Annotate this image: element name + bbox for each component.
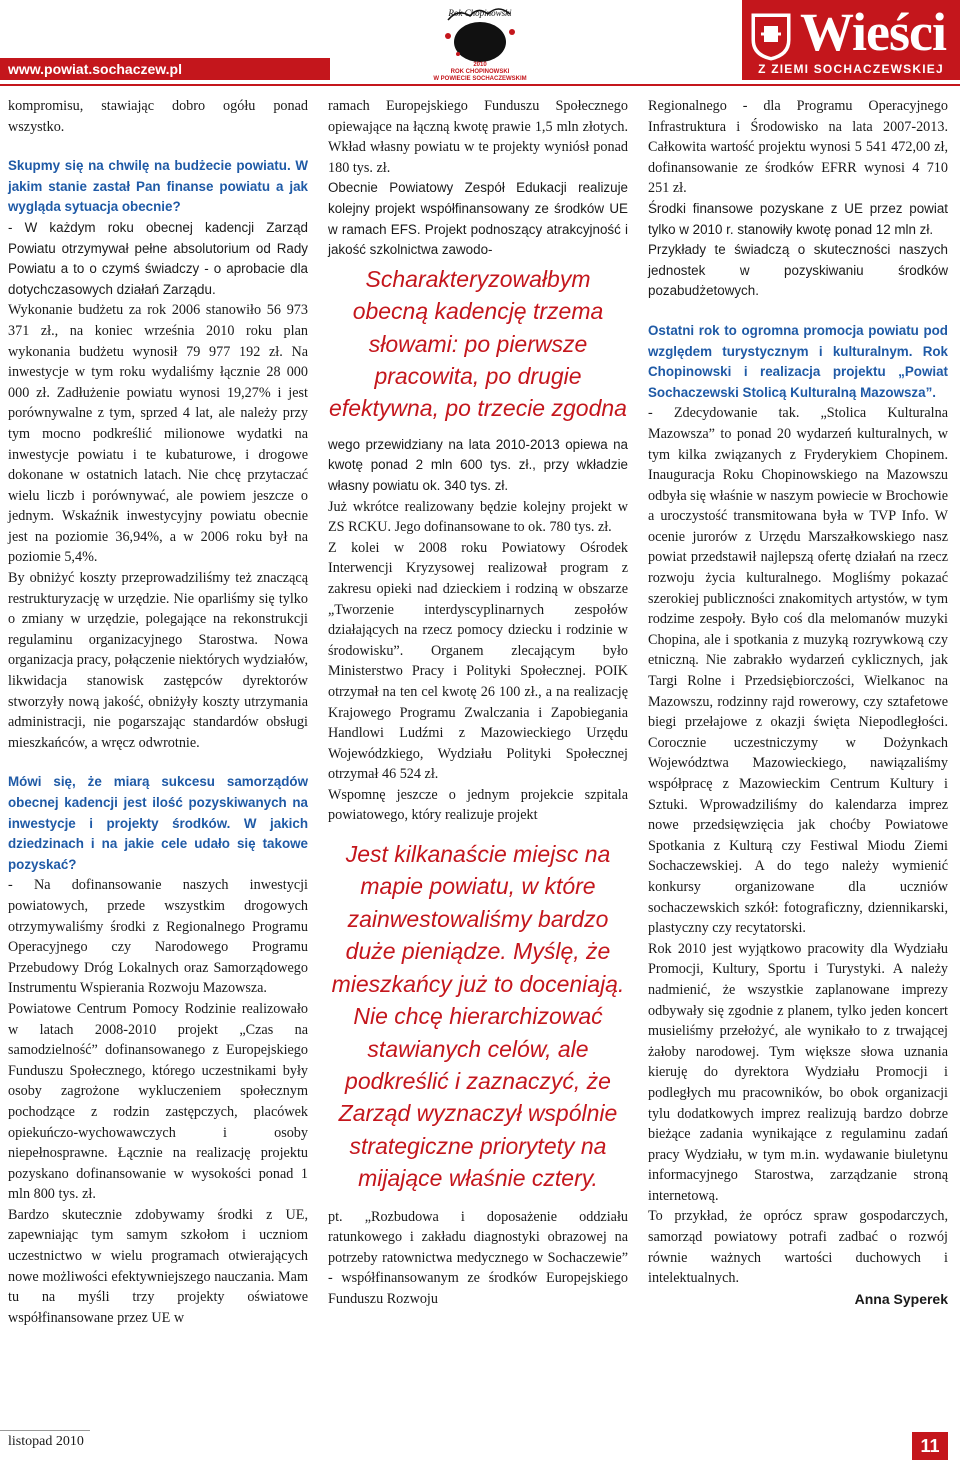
author-signature: Anna Syperek (854, 1290, 948, 1307)
header-divider (0, 84, 960, 86)
paragraph: To przykład, że oprócz spraw gospodarczych, samorząd powiatowy potrafi zadbać o rozwój równie ważnych wartości duchowych i intelektualnych. (648, 1208, 948, 1287)
paragraph: Przykłady te świadczą o skuteczności naszych jednostek w pozyskiwaniu środków pozabudżetowych. (648, 242, 948, 299)
paragraph: kompromisu, stawiając dobro ogółu ponad wszystko. (8, 98, 308, 135)
pull-quote: Scharakteryzowałbym obecną kadencję trzema słowami: po pierwsze pracowita, po drugie efektywna, po trzecie zgodna (329, 265, 627, 422)
masthead-title: Wieści (800, 2, 946, 62)
footer-divider (0, 1430, 90, 1431)
paragraph: Bardzo skutecznie zdobywamy środki z UE, zapewniając tym samym szkołom i uczniom uczestnictwo w wielu programach otwierających nowe możliwości efektywniejszego nauczania. Mam tu na myśli trzy projekty oświatowe współfinansowane przez UE w (8, 1206, 308, 1326)
masthead (742, 0, 960, 80)
paragraph: - Zdecydowanie tak. „Stolica Kulturalna Mazowsza” to ponad 20 wydarzeń kulturalnych, w tym kilka związanych z Fryderykiem Chopinem. Inauguracja Roku Chopinowskiego na Mazowszu odbyła się właśnie w naszym powiecie w Brochowie a uroczystość transmitowana była w TVP Info. W ocenie jurorów z Urzędu Marszałkowskiego nasz powiat przedstawił najlepszą ofertę działań na rzecz rozwoju życia kulturalnego. Mogliśmy pokazać szerokiej publiczności znakomitych artystów, w tym rodzime zespoły. Było coś dla melomanów muzyki Chopina, ale i spotkania z muzyką rozrywkową czy etniczną. Nie zabrakło wydarzeń cyklicznych, jak Targi Rolne i Przedsiębiorczości, Wielkanoc na Mazowszu, rodzinny rajd rowerowy, czy sztafetowe biegi przełajowe z okazji święta Niepodległości. Corocznie uczestniczymy w Dożynkach Województwa Mazowieckiego, nawiązaliśmy współpracę z Mazowieckim Centrum Kultury i Sztuki. Wprowadziliśmy do kalendarza imprez nowe przedsięwzięcia jak choćby Powiatowe Spotkania z Kulturą czy Festiwal Miodu Ziemi Sochaczewskiej. A do tego należy wymienić konkursy organizowane dla uczniów sochaczewskich szkół: fotograficzny, dziennikarski, plastyczny czy recytatorski. (648, 405, 948, 937)
paragraph: Już wkrótce realizowany będzie kolejny projekt w ZS RCKU. Jego dofinansowane to ok. 780 tys. zł. (328, 498, 628, 536)
paragraph: By obniżyć koszty przeprowadziliśmy też znaczącą restrukturyzację w urzędzie. Nie oparliśmy się tylko o zmiany w urzędzie, polegające na rekonstrukcji regulaminu organizacyjnego Starostwa. Nowa organizacja pracy, połączenie niektórych wydziałów, likwidacja stanowisk zastępców dyrektorów stworzyły nową jakość, obniżyły koszty utrzymania administracji, nie pogarszając standardów obsługi mieszkańców, a wręcz odwrotnie. (8, 570, 308, 751)
paragraph: Z kolei w 2008 roku Powiatowy Ośrodek Interwencji Kryzysowej realizował program z zakresu opieki nad dzieckiem i rodziną w obszarze „Tworzenie interdyscyplinarnych zespołów działających na rzecz pomocy dziecku i rodzinie w środowisku”. Organem zlecającym było Ministerstwo Pracy i Polityki Społecznej. POIK otrzymał na ten cel kwotę 26 100 zł., a na realizację Krajowego Programu Zwalczania i Zapobiegania Handlowi Ludźmi z Mazowieckiego Urzędu Wojewódzkiego, Wydziału Polityki Społecznej otrzymał 46 524 zł. (328, 539, 628, 783)
logo-caption-line2: W POWIECIE SOCHACZEWSKIM (433, 76, 527, 82)
paragraph: ramach Europejskiego Funduszu Społecznego opiewające na łączną kwotę prawie 1,5 mln złotych. Wkład własny powiatu w te projekty wyniósł ponad 180 tys. zł. (328, 98, 628, 176)
paragraph: Środki finansowe pozyskane z UE przez powiat tylko w 2010 r. stanowiły kwotę ponad 12 mln zł. (648, 200, 948, 237)
paragraph: Powiatowe Centrum Pomocy Rodzinie realizowało w latach 2008-2010 projekt „Czas na samodzielność” dofinansowanego z Europejskiego Funduszu Społecznego, którego uczestnikami były osoby zagrożone wykluczeniem społecznym pochodzące z rodzin zastępczych, placówek opiekuńczo-wychowawczych i osoby niepełnosprawne. Łącznie na realizację projektu pozyskano dofinansowanie w wysokości ponad 1 mln 800 tys. zł. (8, 1000, 308, 1203)
interview-question: Ostatni rok to ogromna promocja powiatu pod względem turystycznym i kulturalnym. Rok Chopinowski i realizacja projektu „Powiat Sochaczewski Stolicą Kulturalną Mazowsza”. (648, 322, 948, 400)
column-middle (328, 96, 628, 1310)
paragraph: Obecnie Powiatowy Zespół Edukacji realizuje kolejny projekt współfinansowany ze środków UE w ramach EFS. Projekt podnoszący atrakcyjność i jakość szkolnictwa zawodo- (328, 180, 628, 258)
website-url[interactable]: www.powiat.sochaczew.pl (0, 58, 330, 80)
paragraph: - W każdym roku obecnej kadencji Zarząd Powiatu otrzymywał pełne absolutorium od Rady Powiatu a to o czymś świadczy - o aprobacie dla dotychczasowych działań Zarządu. (8, 219, 308, 297)
interview-question: Mówi się, że miarą sukcesu samorządów obecnej kadencji jest ilość pozyskiwanych na inwestycje i projekty środków. W jakich dziedzinach i na jakie cele udało się takowe pozyskać? (8, 774, 308, 872)
logo-script-text: Rok Chopinowski (448, 8, 512, 18)
paragraph: Wspomnę jeszcze o jednym projekcie szpitala powiatowego, który realizuje projekt (328, 786, 628, 824)
logo-caption-year: 2010 (473, 62, 487, 68)
paragraph: wego przewidziany na lata 2010-2013 opiewa na kwotę ponad 2 mln 600 tys. zł., przy wkładzie własny powiatu ok. 340 tys. zł. (328, 436, 628, 493)
paragraph: Wykonanie budżetu za rok 2006 stanowiło 56 973 371 zł., na koniec września 2010 roku plan wykonania budżetu wynosił 79 977 192 zł. Na inwestycje w tym roku wydaliśmy łącznie 28 000 000 zł. Zadłużenie powiatu wynosi 19,27% i jest porównywalne z tym, sprzed 4 lat, ale należy przy tym mocno podkreślić milionowe wydatki na inwestycje powiatu i te kubaturowe, i drogowe dokonane w ostatnich latach. Nie chcę przytaczać wielu liczb i porównywać, ale powiem jeszcze o jednym. Wskaźnik inwestycyjny powiatu obecnie jest na poziomie 36,94%, a w 2006 roku był na poziomie 5,4%. (8, 302, 308, 566)
pull-quote: Jest kilkanaście miejsc na mapie powiatu, w które zainwestowaliśmy bardzo duże pieniądze. Myślę, że mieszkańcy już to doceniają. Nie chcę hierarchizować stawianych celów, ale podkreślić i zaznaczyć, że Zarząd wyznaczył wspólnie strategiczne priorytety na mijające właśnie cztery. (331, 841, 625, 1192)
logo-caption-line1: ROK CHOPINOWSKI (450, 69, 510, 75)
paragraph: pt. „Rozbudowa i doposażenie oddziału ratunkowego i zakładu diagnostyki obrazowej na potrzeby ratownictwa medycznego w Sochaczewie” - współfinansowanym ze środków Europejskiego Funduszu Rozwoju (328, 1208, 628, 1307)
interview-question: Skupmy się na chwilę na budżecie powiatu. W jakim stanie zastał Pan finanse powiatu a jak wygląda sytuacja obecnie? (8, 158, 308, 215)
paragraph: Regionalnego - dla Programu Operacyjnego Infrastruktura i Środowisko na lata 2007-2013. Całkowita wartość projektu wynosi 5 541 472,00 zł, dofinansowanie ze środków EFRR wynosi 4 710 251 zł. (648, 98, 948, 197)
column-left (8, 96, 308, 1328)
paragraph: Rok 2010 jest wyjątkowo pracowity dla Wydziału Promocji, Kultury, Sportu i Turystyki. A należy nadmienić, że wszystkie zaplanowane imprezy odbywały się zgodnie z planem, tylko jeden koncert musieliśmy przełożyć, ale wynikało to z trwającej żałoby narodowej. Tym większe słowa uznania kieruję do dyrektora Wydziału Promocji i podległych mu pracowników, bo obok organizacji tylu dodatkowych imprez realizują bardzo dobrze bieżące zadania wynikające z regulaminu zadań pracy Wydziału, w tym m.in. wydawanie biuletynu informacyjnego Starostwa, zarządzanie stroną internetową. (648, 940, 948, 1204)
page-header (0, 0, 960, 92)
column-right (648, 96, 948, 1309)
coat-of-arms-icon (750, 12, 792, 62)
issue-date: listopad 2010 (8, 1434, 84, 1449)
chopin-year-logo-icon (428, 2, 532, 84)
page-number: 11 (912, 1432, 948, 1460)
paragraph: - Na dofinansowanie naszych inwestycji powiatowych, przede wszystkim drogowych otrzymywaliśmy środki z Regionalnego Programu Operacyjnego czy Narodowego Programu Przebudowy Dróg Lokalnych oraz Samorządowego Instrumentu Wspierania Rozwoju Mazowsza. (8, 877, 308, 997)
masthead-subtitle: Z ZIEMI SOCHACZEWSKIEJ (758, 62, 944, 76)
